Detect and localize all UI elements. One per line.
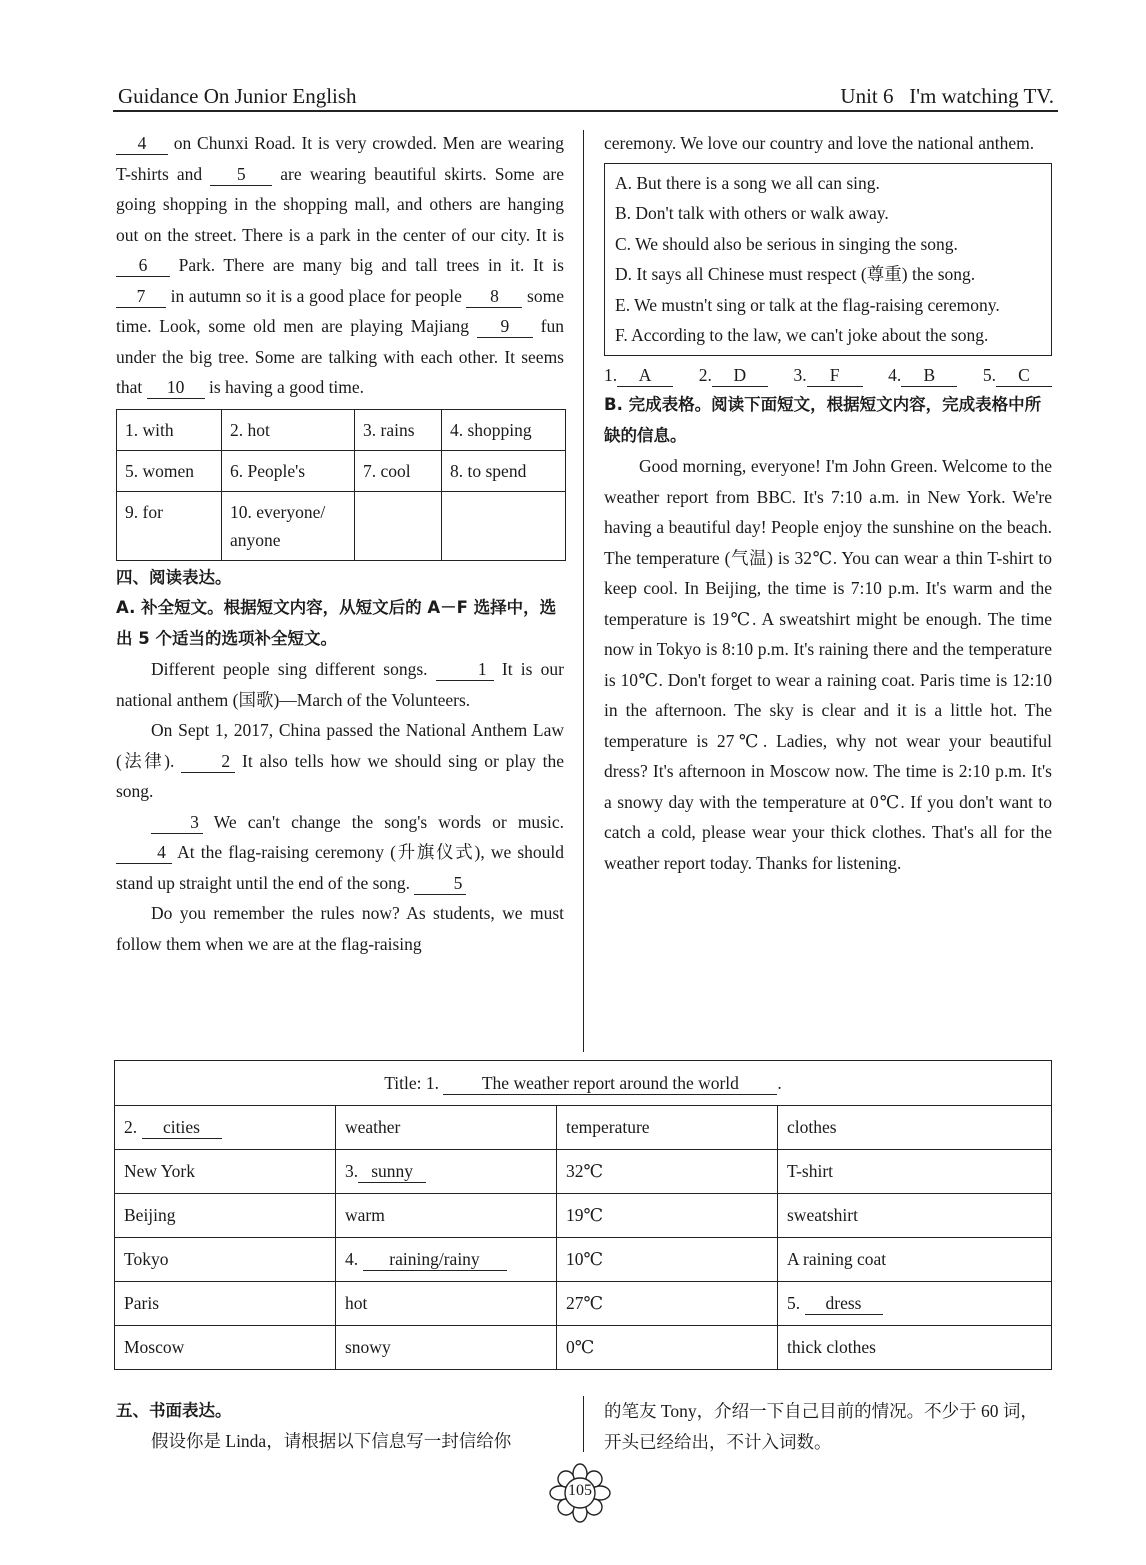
passage-a-paragraph: 3 We can't change the song's words or music. 4 At the flag-raising ceremony (升旗仪式), we should stand up straight until the end of the song. 5 — [116, 811, 564, 893]
cloze-blank-4: 4 — [116, 132, 168, 155]
table-row: Tokyo 4. raining/rainy 10℃ A raining coat — [115, 1238, 1052, 1282]
page-number: 105 — [568, 1482, 592, 1499]
cloze-answer-table — [116, 409, 566, 561]
section-5-text-left: 假设你是 Linda，请根据以下信息写一封信给你 — [151, 1431, 512, 1451]
option-item: C. We should also be serious in singing the song. — [615, 233, 958, 254]
table-row: Paris hot 27℃ 5. dress — [115, 1282, 1052, 1326]
option-item: B. Don't talk with others or walk away. — [615, 203, 889, 223]
section-a-instructions: A. 补全短文。根据短文内容，从短文后的 A－F 选择中，选出 5 个适当的选项补全短文。 — [116, 598, 557, 648]
section-b-instructions: B. 完成表格。阅读下面短文，根据短文内容，完成表格中所缺的信息。 — [604, 395, 1042, 445]
cloze-blank-9: 9 — [477, 315, 533, 338]
answers-row — [604, 360, 1052, 391]
answer-item: 4. B — [888, 360, 957, 391]
passage-blank-4: 4 — [116, 841, 172, 864]
option-item: F. According to the law, we can't joke about the song. — [615, 325, 989, 345]
running-header-left: Guidance On Junior English — [118, 84, 357, 108]
passage-blank-5: 5 — [414, 872, 466, 895]
answer-item: 3. F — [793, 360, 862, 391]
section-5-text-right: 的笔友 Tony，介绍一下自己目前的情况。不少于 60 词，开头已经给出，不计入词数。 — [604, 1401, 1038, 1452]
options-box — [604, 163, 1052, 356]
table-row: Beijing warm 19℃ sweatshirt — [115, 1194, 1052, 1238]
left-column — [116, 128, 564, 959]
passage-a-continued: ceremony. We love our country and love the national anthem. — [604, 133, 1035, 153]
cloze-blank-7: 7 — [116, 285, 166, 308]
option-item: D. It says all Chinese must respect (尊重) the song. — [615, 264, 976, 284]
cloze-blank-6: 6 — [116, 254, 170, 277]
cloze-blank-10: 10 — [147, 376, 205, 399]
answer-item: 1. A — [604, 360, 673, 391]
title-answer: The weather report around the world — [443, 1072, 777, 1095]
passage-a-paragraph: Do you remember the rules now? As students, we must follow them when we are at the flag-raising — [116, 903, 564, 954]
passage-a-paragraph: On Sept 1, 2017, China passed the National Anthem Law (法律). 2 It also tells how we should sing or play the song. — [116, 720, 564, 801]
table-header-row: 2. cities weather temperature clothes — [115, 1106, 1052, 1150]
cloze-blank-5: 5 — [210, 163, 272, 186]
running-header-right: Unit 6 I'm watching TV. — [840, 84, 1054, 108]
right-column — [604, 128, 1052, 878]
section-5-title: 五、书面表达。 — [116, 1401, 232, 1420]
page-number-badge — [548, 1462, 612, 1526]
weather-passage: Good morning, everyone! I'm John Green. Welcome to the weather report from BBC. It's 7:10 a.m. in New York. We're having a beautiful day! People enjoy the sunshine on the beach. The temperature (气温) is 32℃. You can wear a thin T-shirt to keep cool. In Beijing, the time is 7:10 p.m. It's warm and the temperature is 19℃. A sweatshirt might be enough. The time now in Tokyo is 8:10 p.m. It's raining there and the temperature is 10℃. Don't forget to wear a raining coat. Paris time is 12:10 in the afternoon. The sky is clear and it is a little hot. The temperature is 27℃. Ladies, why not wear your beautiful dress? It's afternoon in Moscow now. The time is 2:10 p.m. It's a snowy day with the temperature at 0℃. If you don't want to catch a cold, please wear your thick clothes. That's all for the weather report today. Thanks for listening. — [604, 456, 1052, 873]
passage-blank-1: 1 — [436, 658, 494, 681]
answer-item: 2. D — [699, 360, 768, 391]
header-rule — [113, 110, 1058, 112]
table-row: 1. with 2. hot 3. rains 4. shopping — [117, 409, 566, 450]
table-row: New York 3. sunny 32℃ T-shirt — [115, 1150, 1052, 1194]
weather-table — [114, 1060, 1052, 1370]
table-row: Moscow snowy 0℃ thick clothes — [115, 1326, 1052, 1370]
passage-a-paragraph: Different people sing different songs. 1 It is our national anthem (国歌)—March of the Volunteers. — [116, 659, 564, 710]
option-item: E. We mustn't sing or talk at the flag-raising ceremony. — [615, 294, 1000, 315]
table-title-row: Title: 1. The weather report around the world . — [115, 1061, 1052, 1106]
table-row: 5. women 6. People's 7. cool 8. to spend — [117, 450, 566, 491]
section-4-title: 四、阅读表达。 — [116, 567, 232, 587]
column-divider — [583, 130, 584, 1052]
cloze-blank-8: 8 — [466, 285, 522, 308]
lower-column-divider — [583, 1396, 584, 1452]
cloze-passage-continued: 4 on Chunxi Road. It is very crowded. Men are wearing T-shirts and 5 are wearing beautiful skirts. Some are going shopping in the shopping mall, and others are hanging out on the street. There is a park in the center of our city. It is 6 Park. There are many big and tall trees in it. It is 7 in autumn so it is a good place for people 8 some time. Look, some old men are playing Majiang 9 fun under the big tree. Some are talking with each other. It seems that 10 is having a good time. — [116, 133, 564, 397]
option-item: A. But there is a song we all can sing. — [615, 172, 880, 193]
table-row: 9. for 10. everyone/ anyone — [117, 491, 566, 560]
passage-blank-2: 2 — [181, 750, 235, 773]
answer-item: 5. C — [983, 360, 1052, 391]
passage-blank-3: 3 — [151, 811, 203, 834]
